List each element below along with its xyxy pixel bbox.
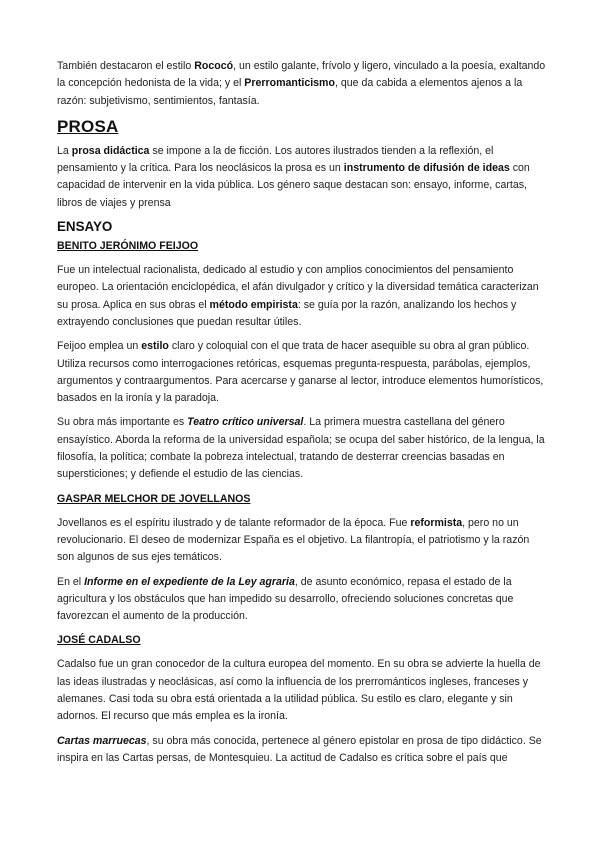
paragraph-feijoo-intelectual	[57, 262, 547, 331]
text-run: Fue un intelectual racionalista, dedicado al estudio y con amplios conocimientos del pensamiento europeo. La orientación enciclopédica, el afán divulgador y crítico y la diversidad temática caracterizan su prosa. Aplica en sus obras el	[57, 264, 539, 311]
heading-jovellanos: GASPAR MELCHOR DE JOVELLANOS	[57, 492, 251, 505]
work-title-cartas-marruecas: Cartas marruecas	[57, 734, 147, 747]
text-run: En el	[57, 575, 85, 588]
text-run: , un estilo galante, frívolo y ligero, vinculado a la poesía, exaltando la concepción hedonista de la vida; y el	[57, 60, 546, 90]
paragraph-jovellanos-espiritu	[57, 515, 547, 567]
bold-term-reformista: reformista	[410, 516, 463, 529]
text-run: Cadalso fue un gran conocedor de la cultura europea del momento. En su obra se advierte la huella de las ideas ilustradas y neoclásicas, así como la influencia de los prerrománticos ingleses, franceses y alemanes. Casi toda su obra está orientada a la utilidad pública. Su estilo es claro, elegante y sin adornos. El recurso que más emplea es la ironía.	[57, 658, 541, 723]
text-run: , de asunto económico, repasa el estado de la agricultura y los obstáculos que han impedido su desarrollo, ofreciendo soluciones concretas que favorezcan el aumento de la producción.	[57, 575, 514, 623]
heading-ensayo: ENSAYO	[57, 219, 113, 235]
paragraph-rococo-prerromanticismo	[57, 58, 547, 110]
text-run: Su obra más importante es	[57, 416, 188, 429]
paragraph-feijoo-estilo	[57, 338, 547, 407]
paragraph-cadalso-cartas	[57, 733, 547, 768]
bold-term-rococo: Rococó	[194, 60, 234, 72]
text-run: , que da cabida a elementos ajenos a la razón: subjetivismo, sentimientos, fantasía.	[57, 77, 523, 107]
bold-term-metodo-empirista: método empirista	[209, 298, 298, 311]
text-run: La	[57, 144, 72, 157]
heading-prosa: PROSA	[57, 116, 119, 136]
text-run: , pero no un revolucionario. El deseo de modernizar España es el objetivo. La filantropía, el patriotismo y la razón son algunos de sus ejes temáticos.	[57, 516, 530, 564]
text-run: con capacidad de intervenir en la vida pública. Los género saque destacan son: ensayo, informe, cartas, libros de viajes y prensa	[57, 162, 530, 209]
text-run: Feijoo emplea un	[57, 340, 142, 353]
bold-term-instrumento: instrumento de difusión de ideas	[343, 162, 510, 175]
bold-term-prosa-didactica: prosa didáctica	[71, 144, 150, 157]
heading-feijoo: BENITO JERÓNIMO FEIJOO	[57, 240, 199, 253]
text-run: se impone a la de ficción. Los autores ilustrados tienden a la reflexión, el pensamiento y la crítica. Para los neoclásicos la prosa es un	[57, 144, 494, 175]
heading-cadalso: JOSÉ CADALSO	[57, 634, 141, 647]
text-run: También destacaron el estilo	[57, 60, 195, 72]
paragraph-cadalso-cultura	[57, 656, 547, 725]
text-run: claro y coloquial con el que trata de hacer asequible su obra al gran público. Utiliza recursos como interrogaciones retóricas, esquemas pregunta-respuesta, parábolas, ejemplos, argumentos y contraargumentos. Para acercarse y ganarse al lector, introduce elementos humorísticos, basados en la ironía y la paradoja.	[57, 340, 544, 405]
work-title-informe-ley-agraria: Informe en el expediente de la Ley agraria	[84, 575, 295, 588]
bold-term-prerromanticismo: Prerromanticismo	[244, 77, 335, 90]
paragraph-feijoo-obra	[57, 414, 547, 483]
text-run: , su obra más conocida, pertenece al género epistolar en prosa de tipo didáctico. Se inspira en las Cartas persas, de Montesquieu. La actitud de Cadalso es crítica sobre el país que	[57, 734, 542, 764]
document-page	[57, 58, 547, 774]
text-run: : se guía por la razón, analizando los hechos y extrayendo conclusiones que puedan resultar útiles.	[57, 298, 517, 328]
text-run: Jovellanos es el espíritu ilustrado y de talante reformador de la época. Fue	[57, 516, 411, 529]
paragraph-prosa-didactica	[57, 143, 547, 212]
text-run: . La primera muestra castellana del género ensayístico. Aborda la reforma de la universidad española; se ocupa del saber histórico, de la lengua, la filosofía, la política; combate la pobreza intelectual, tratando de desterrar creencias basadas en supersticiones; y defiende el estudio de las ciencias.	[57, 416, 545, 481]
bold-term-estilo: estilo	[141, 340, 169, 353]
work-title-teatro-critico: Teatro crítico universal	[187, 416, 304, 429]
paragraph-jovellanos-informe	[57, 574, 547, 626]
